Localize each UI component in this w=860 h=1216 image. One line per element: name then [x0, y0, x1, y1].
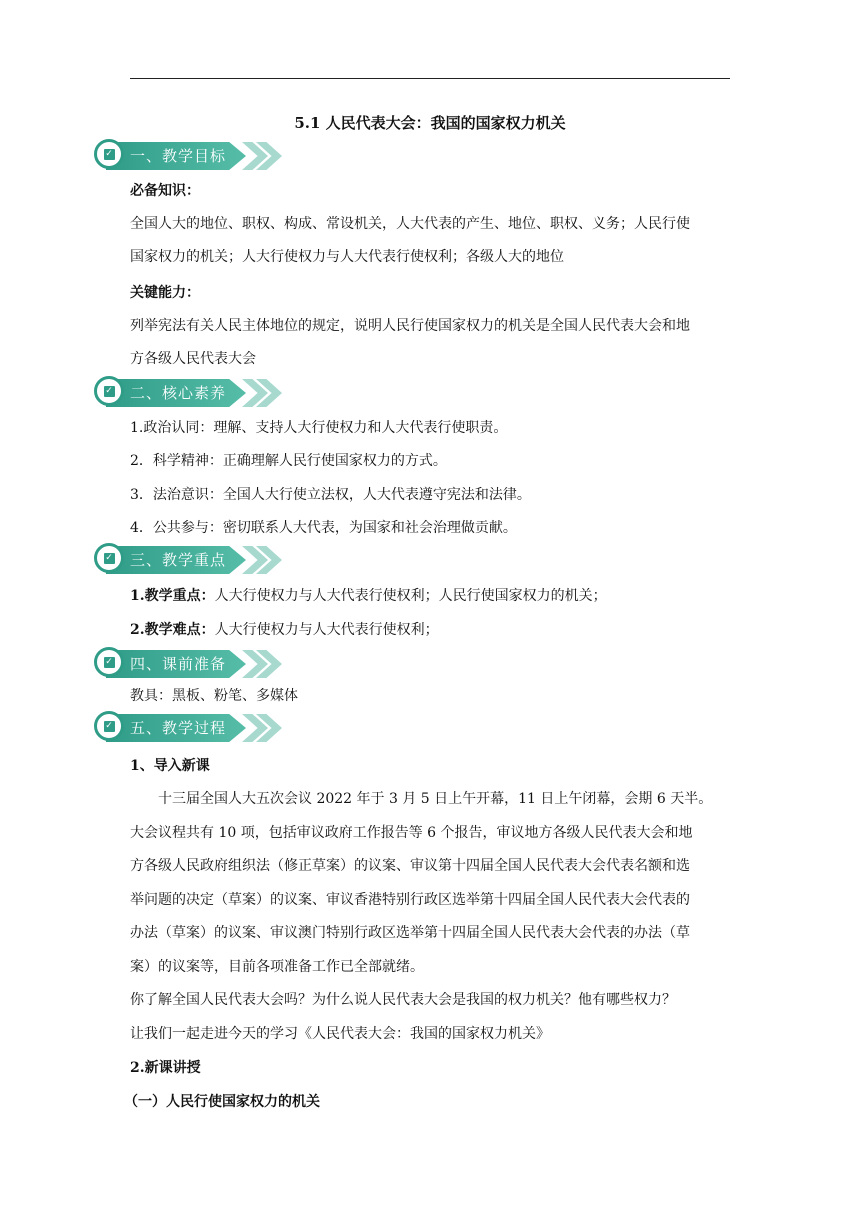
intro-question: 让我们一起走进今天的学习《人民代表大会：我国的国家权力机关》 [130, 1026, 550, 1042]
header-rule [130, 78, 730, 79]
intro-paragraph-line: 十三届全国人大五次会议 2022 年于 3 月 5 日上午开幕，11 日上午闭幕，会期 6 天半。 [158, 791, 713, 807]
literacy-item: 1.政治认同：理解、支持人大行使权力和人大代表行使职责。 [130, 420, 508, 436]
check-box-icon: ✓ [105, 656, 113, 667]
knowledge-line: 国家权力的机关；人大行使权力与人大代表行使权利；各级人大的地位 [130, 249, 564, 265]
check-box-icon: ✓ [105, 148, 113, 159]
check-box-icon: ✓ [105, 552, 113, 563]
section-banner-process: ✓ 五、教学过程 [92, 710, 272, 746]
intro-question: 你了解全国人民代表大会吗？为什么说人民代表大会是我国的权力机关？他有哪些权力？ [130, 992, 676, 1008]
prep-text: 教具：黑板、粉笔、多媒体 [130, 688, 298, 704]
knowledge-line: 全国人大的地位、职权、构成、常设机关，人大代表的产生、地位、职权、义务；人民行使 [130, 216, 690, 232]
focus-difficulty: 2.教学难点：人大行使权力与人大代表行使权利； [130, 622, 439, 638]
ability-line: 列举宪法有关人民主体地位的规定，说明人民行使国家权力的机关是全国人民代表大会和地 [130, 318, 690, 334]
literacy-item: 2．科学精神：正确理解人民行使国家权力的方式。 [130, 453, 447, 469]
intro-paragraph-line: 案）的议案等，目前各项准备工作已全部就绪。 [130, 959, 424, 975]
check-box-icon: ✓ [105, 720, 113, 731]
page-title: 5.1 人民代表大会：我国的国家权力机关 [294, 114, 566, 132]
intro-paragraph-line: 大会议程共有 10 项，包括审议政府工作报告等 6 个报告，审议地方各级人民代表大会和地 [130, 825, 693, 841]
intro-paragraph-line: 举问题的决定（草案）的议案、审议香港特别行政区选举第十四届全国人民代表大会代表的 [130, 892, 690, 908]
section-banner-focus: ✓ 三、教学重点 [92, 542, 272, 578]
section-banner-literacy: ✓ 二、核心素养 [92, 375, 272, 411]
subsection-heading: （一）人民行使国家权力的机关 [124, 1094, 320, 1110]
section-banner-objectives: ✓ 一、教学目标 [92, 138, 272, 174]
literacy-item: 3．法治意识：全国人大行使立法权，人大代表遵守宪法和法律。 [130, 487, 531, 503]
literacy-item: 4．公共参与：密切联系人大代表，为国家和社会治理做贡献。 [130, 520, 517, 536]
focus-key: 1.教学重点：人大行使权力与人大代表行使权利；人民行使国家权力的机关； [130, 588, 607, 604]
section-banner-prep: ✓ 四、课前准备 [92, 646, 272, 682]
intro-heading: 1、导入新课 [130, 758, 210, 774]
new-lesson-heading: 2.新课讲授 [130, 1060, 201, 1076]
intro-paragraph-line: 方各级人民政府组织法（修正草案）的议案、审议第十四届全国人民代表大会代表名额和选 [130, 858, 690, 874]
intro-paragraph-line: 办法（草案）的议案、审议澳门特别行政区选举第十四届全国人民代表大会代表的办法（草 [130, 925, 690, 941]
ability-line: 方各级人民代表大会 [130, 351, 256, 367]
check-box-icon: ✓ [105, 385, 113, 396]
ability-heading: 关键能力： [130, 285, 200, 301]
knowledge-heading: 必备知识： [130, 183, 200, 199]
